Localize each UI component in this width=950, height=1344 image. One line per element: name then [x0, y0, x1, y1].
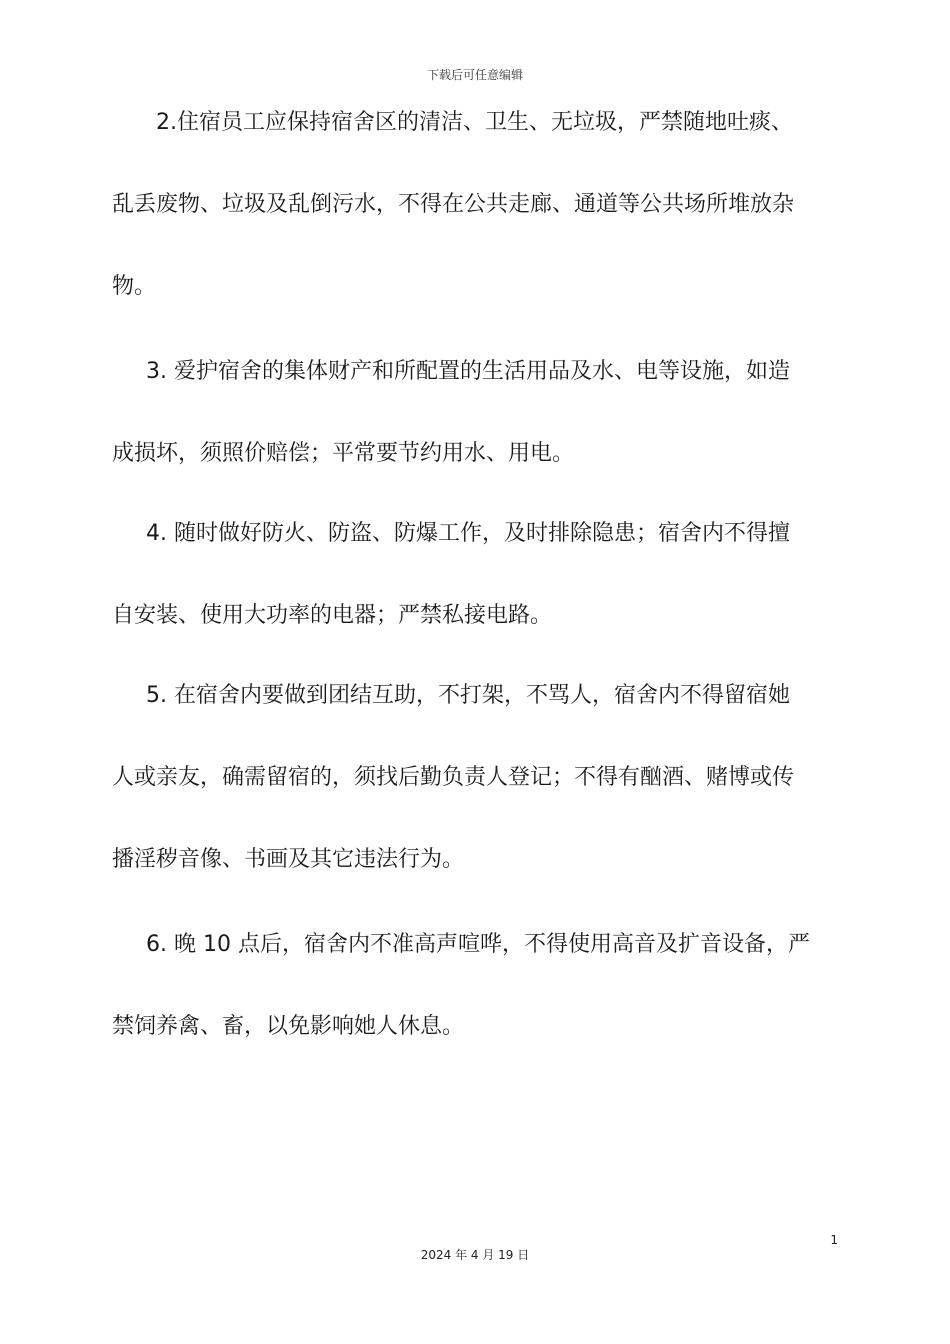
- header-note: 下载后可任意编辑: [426, 68, 523, 82]
- paragraph-5: [112, 655, 838, 901]
- paragraph-line: 3. 爱护宿舍的集体财产和所配置的生活用品及水、电等设施，如造: [146, 359, 790, 384]
- paragraph-line: 物。: [112, 274, 157, 299]
- paragraph-line: 4. 随时做好防火、防盗、防爆工作，及时排除隐患；宿舍内不得擅: [146, 521, 790, 546]
- paragraph-line: 播淫秽音像、书画及其它违法行为。: [112, 847, 465, 872]
- paragraph-line: 自安装、使用大功率的电器；严禁私接电路。: [112, 603, 553, 628]
- paragraph-line: 禁饲养禽、畜，以免影响她人休息。: [112, 1014, 465, 1039]
- paragraph-line: 2.住宿员工应保持宿舍区的清洁、卫生、无垃圾，严禁随地吐痰、: [156, 110, 793, 135]
- paragraph-line: 人或亲友，确需留宿的，须找后勤负责人登记；不得有酗酒、赌博或传: [112, 765, 795, 790]
- paragraph-6: [112, 904, 838, 1068]
- paragraph-2: [112, 82, 838, 328]
- paragraph-line: 乱丢废物、垃圾及乱倒污水，不得在公共走廊、通道等公共场所堆放杂: [112, 192, 795, 217]
- paragraph-3: [112, 331, 838, 495]
- paragraph-line: 6. 晚 10 点后，宿舍内不准高声喧哗，不得使用高音及扩音设备，严: [146, 932, 810, 957]
- page-number: 1: [830, 1233, 838, 1247]
- paragraph-line: 成损坏，须照价赔偿；平常要节约用水、用电。: [112, 441, 575, 466]
- footer-date: 2024 年 4 月 19 日: [420, 1248, 530, 1262]
- paragraph-4: [112, 493, 838, 657]
- paragraph-line: 5. 在宿舍内要做到团结互助，不打架，不骂人，宿舍内不得留宿她: [146, 683, 790, 708]
